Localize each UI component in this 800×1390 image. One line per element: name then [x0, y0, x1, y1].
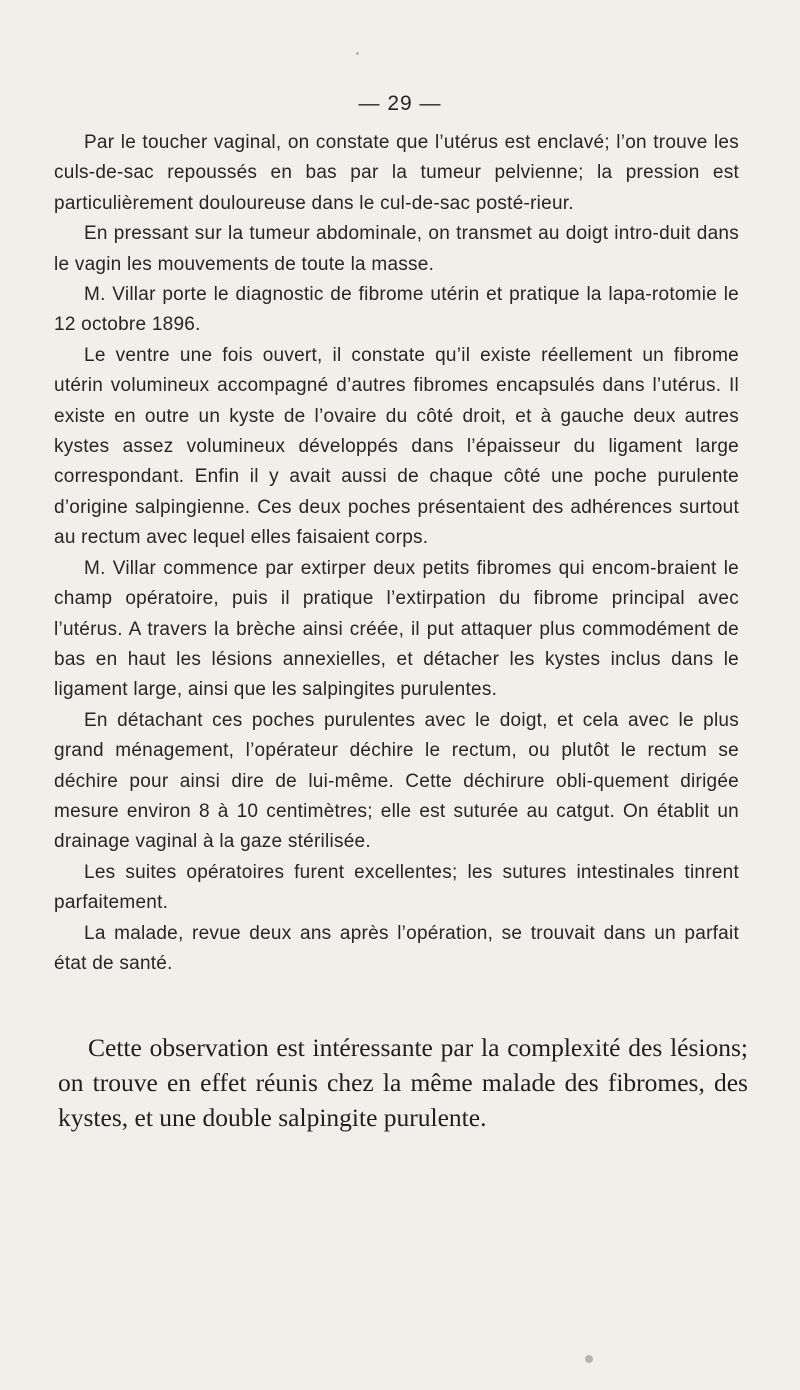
paragraph: M. Villar porte le diagnostic de fibrome utérin et pratique la lapa-rotomie le 12 octobre 1896. — [54, 284, 739, 336]
paragraph: En détachant ces poches purulentes avec le doigt, et cela avec le plus grand ménagement, l’opérateur déchire le rectum, ou plutôt le rectum se déchire pour ainsi dire de lui-même. Cette déchirure obli-quement dirigée mesure environ 8 à 10 centimètres; elle est suturée au catgut. On établit un drainage vaginal à la gaze stérilisée. — [54, 709, 739, 853]
paper-speck — [356, 52, 359, 55]
conclusion-text: Cette observation est intéressante par la complexité des lésions; on trouve en effet réunis chez la même malade des fibromes, des kystes, et une double salpingite purulente. — [58, 1033, 748, 1132]
page-number: — 29 — — [358, 92, 442, 115]
paragraph: Par le toucher vaginal, on constate que l’utérus est enclavé; l’on trouve les culs-de-sac repoussés en bas par la tumeur pelvienne; la pression est particulièrement douloureuse dans le cul-de-sac posté-rieur. — [54, 132, 739, 214]
paragraph: Les suites opératoires furent excellentes; les sutures intestinales tinrent parfaitement. — [54, 861, 739, 914]
paragraph: La malade, revue deux ans après l’opération, se trouvait dans un parfait état de santé. — [54, 922, 739, 974]
paragraph: Le ventre une fois ouvert, il constate qu’il existe réellement un fibrome utérin volumineux accompagné d’autres fibromes encapsulés dans l’utérus. Il existe en outre un kyste de l’ovaire du côté droit, et à gauche deux autres kystes assez volumineux développés dans l’épaisseur du ligament large correspondant. Enfin il y avait aussi de chaque côté une poche purulente d’origine salpingienne. Ces deux poches présentaient des adhérences surtout au rectum avec lequel elles faisaient corps. — [54, 344, 739, 549]
observation-body — [54, 128, 739, 979]
conclusion-section — [58, 1030, 748, 1135]
paragraph: M. Villar commence par extirper deux petits fibromes qui encom-braient le champ opératoire, puis il pratique l’extirpation du fibrome principal avec l’utérus. A travers la brèche ainsi créée, il put attaquer plus commodément de bas en haut les lésions annexielles, et détacher les kystes inclus dans le ligament large, ainsi que les salpingites purulentes. — [54, 557, 739, 701]
paragraph: En pressant sur la tumeur abdominale, on transmet au doigt intro-duit dans le vagin les mouvements de toute la masse. — [54, 223, 739, 275]
paper-speck — [585, 1355, 593, 1363]
